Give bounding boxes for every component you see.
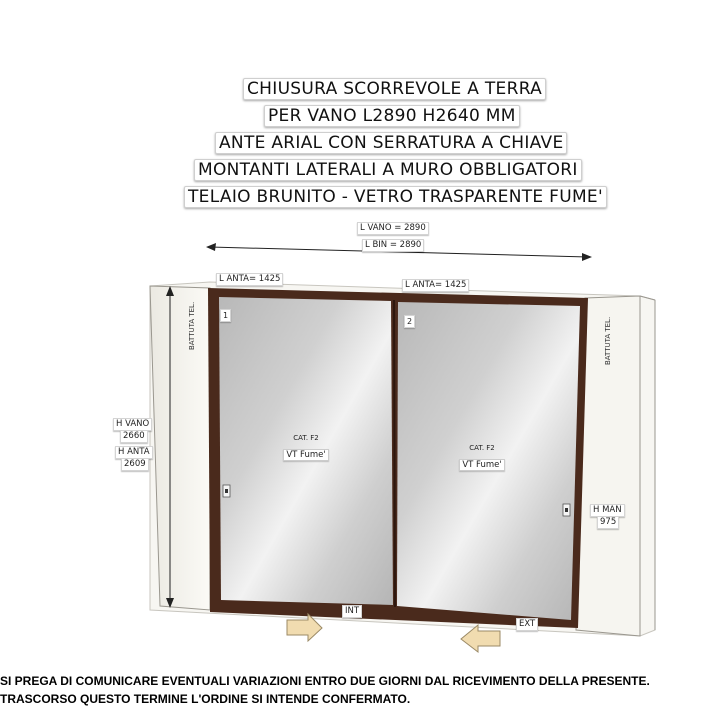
h-man-label: H MAN [590, 504, 625, 517]
panel-1-glass: VT Fume' [283, 449, 328, 461]
title-line-2: PER VANO L2890 H2640 MM [264, 105, 520, 127]
glass-label-2 [452, 444, 512, 471]
int-label: INT [342, 605, 362, 618]
glass-label-1 [276, 434, 336, 461]
panel-2-glass: VT Fume' [459, 459, 504, 471]
left-wall-jamb [150, 286, 210, 610]
title-line-5: TELAIO BRUNITO - VETRO TRASPARENTE FUME' [184, 186, 607, 208]
l-anta-1-label: L ANTA= 1425 [216, 273, 283, 286]
title-line-4: MONTANTI LATERALI A MURO OBBLIGATORI [194, 159, 582, 181]
panel-1-category: CAT. F2 [293, 434, 319, 442]
l-vano-label: L VANO = 2890 [357, 222, 429, 235]
panel-number-2: 2 [404, 315, 415, 328]
notice-line-1: SI PREGA DI COMUNICARE EVENTUALI VARIAZIONI ENTRO DUE GIORNI DAL RICEVIMENTO DELLA PRESENTE. [0, 674, 650, 688]
h-man-value: 975 [597, 516, 619, 529]
panel-2-category: CAT. F2 [469, 444, 495, 452]
battuta-left-label: BATTUTA TEL. [188, 301, 196, 350]
battuta-right-label: BATTUTA TEL. [604, 316, 612, 365]
h-vano-value: 2660 [120, 430, 148, 443]
h-anta-label: H ANTA [115, 446, 153, 459]
l-anta-2-label: L ANTA= 1425 [402, 279, 469, 292]
ext-label: EXT [516, 618, 538, 631]
h-vano-label: H VANO [113, 418, 152, 431]
panel-number-1: 1 [220, 309, 231, 322]
h-anta-value: 2609 [121, 458, 149, 471]
ext-arrow-icon [461, 625, 500, 652]
title-line-3: ANTE ARIAL CON SERRATURA A CHIAVE [215, 132, 567, 154]
notice-line-2: TRASCORSO QUESTO TERMINE L'ORDINE SI INTENDE CONFERMATO. [0, 692, 411, 706]
title-line-1: CHIUSURA SCORREVOLE A TERRA [243, 78, 546, 100]
l-bin-label: L BIN = 2890 [362, 239, 424, 252]
